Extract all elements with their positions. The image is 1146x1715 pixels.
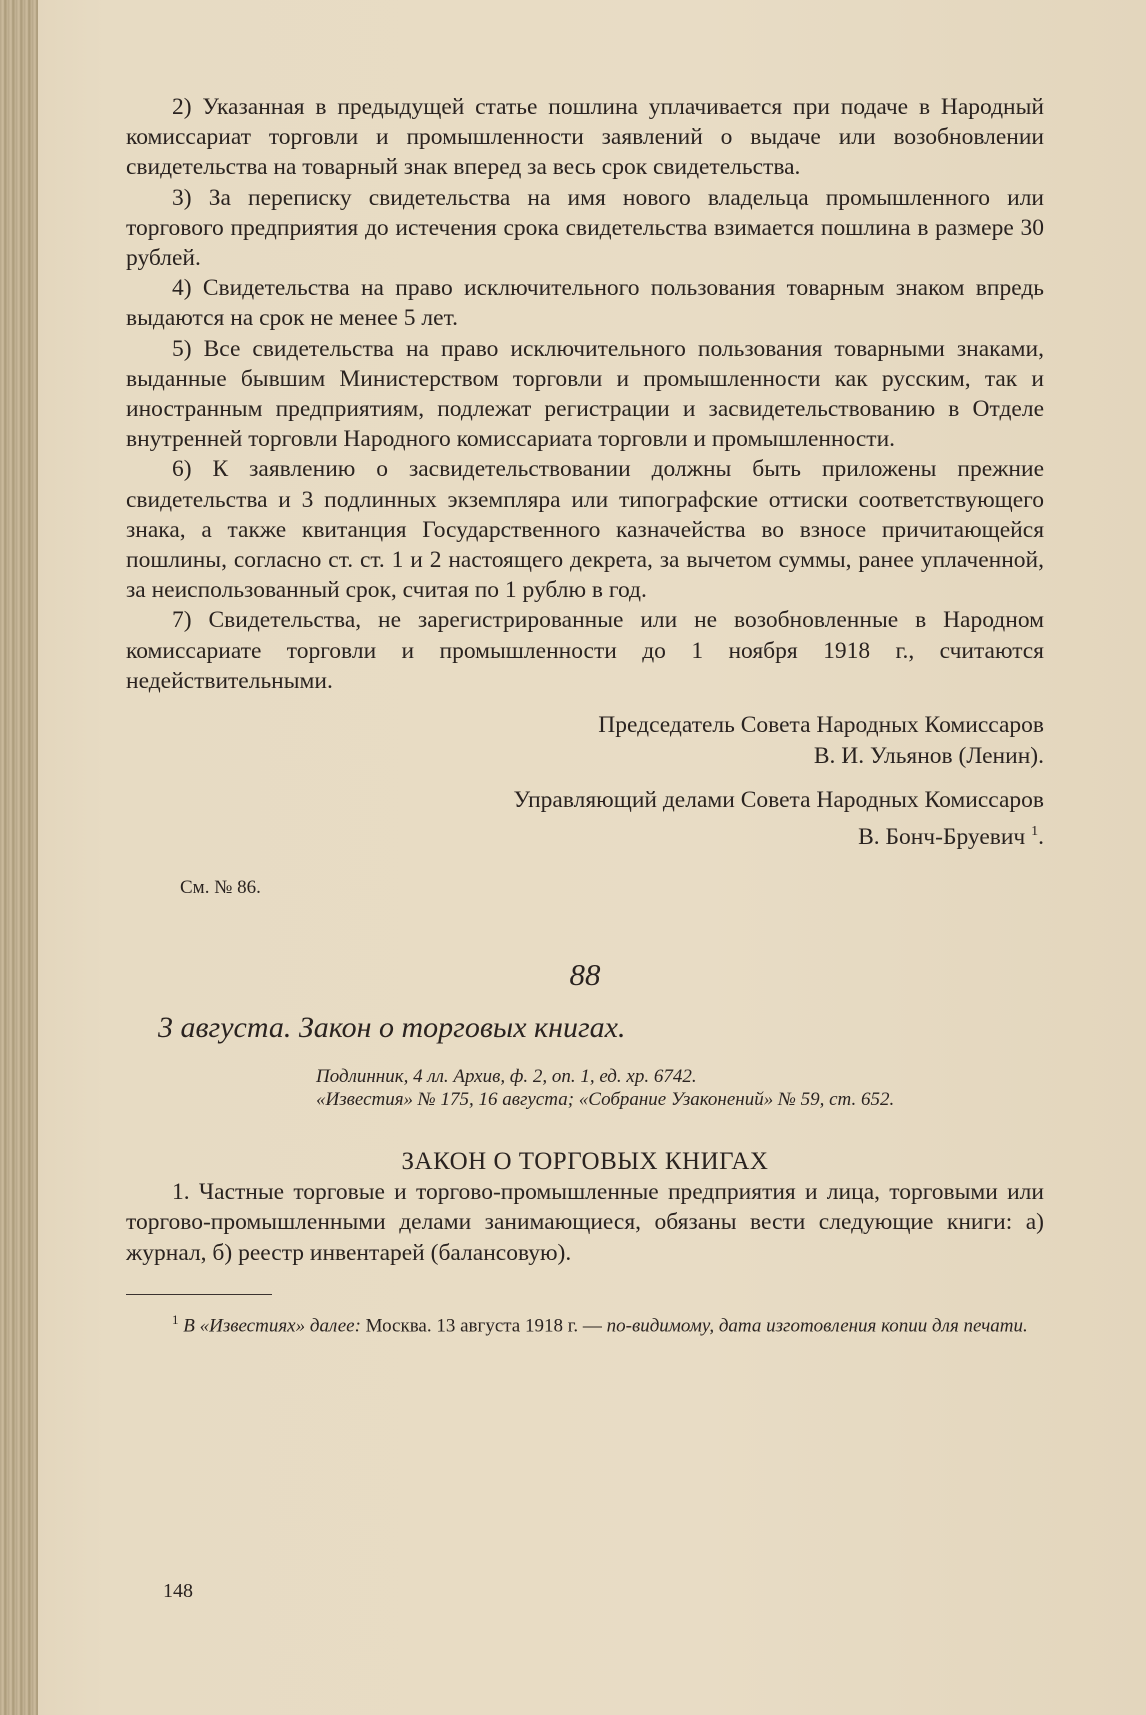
source-line-1: Подлинник, 4 лл. Архив, ф. 2, оп. 1, ед. хр. 6742. [316,1066,697,1088]
footnote-divider [126,1294,272,1295]
cross-reference: См. № 86. [180,876,261,898]
signature-block-manager [126,785,1044,853]
book-spine-edge [0,0,38,1715]
paragraph-3: 3) За переписку свидетельства на имя нового владельца промышленного или торгового предприятия до истечения срока свидетельства взимается пошлина в размере 30 рублей. [126,184,1044,272]
law-paragraph-1: 1. Частные торговые и торгово-промышленные предприятия и лица, торговыми или торгово-промышленными делами занимающиеся, обязаны вести следующие книги: а) журнал, б) реестр инвентарей (балансовую). [126,1179,1044,1266]
law-heading: ЗАКОН О ТОРГОВЫХ КНИГАХ [401,1148,769,1176]
paragraph-4: 4) Свидетельства на право исключительного пользования товарным знаком впредь выдаются на срок не менее 5 лет. [126,275,1044,332]
paragraph-7: 7) Свидетельства, не зарегистрированные или не возобновленные в Народном комиссариате торговли и промышленности до 1 ноября 1918 г., считаются недействительными. [126,607,1044,694]
signature-block-chair [126,710,1044,772]
paragraph-6: 6) К заявлению о засвидетельствовании должны быть приложены прежние свидетельства и 3 подлинных экземпляра или типографские оттиски соответствующего знака, а также квитанция Государственного казначейства во взносе причитающейся пошлины, согласно ст. ст. 1 и 2 настоящего декрета, за вычетом суммы, ранее уплаченной, за неиспользованный срок, считая по 1 рублю в год. [126,456,1044,604]
document-number: 88 [569,957,601,993]
paragraph-5: 5) Все свидетельства на право исключительного пользования товарными знаками, выданные бывшим Министерством торговли и промышленности как русским, так и иностранным предприятиям, подлежат регистрации и засвидетельствованию в Отделе внутренней торговли Народного комиссариата торговли и промышленности. [126,335,1044,453]
footnote: $^1$ В «Известиях» далее: Москва. 13 августа 1918 г. — по-видимому, дата изготовления копии для печати. [172,1311,1028,1337]
paragraph-2: 2) Указанная в предыдущей статье пошлина уплачивается при подаче в Народный комиссариат торговли и промышленности заявлений о выдаче или возобновлении свидетельства на товарный знак вперед за весь срок свидетельства. [126,94,1044,181]
page-number: 148 [163,1580,193,1602]
manager-title: Управляющий делами Совета Народных Комиссаров [513,787,1044,814]
footnote-marker: 1 [1031,824,1039,840]
source-line-2: «Известия» № 175, 16 августа; «Собрание Узаконений» № 59, ст. 652. [316,1089,895,1111]
document-title: 3 августа. Закон о торговых книгах. [158,1011,626,1045]
page-text [126,92,1044,1338]
document-source [266,1065,1044,1111]
chair-title: Председатель Совета Народных Комиссаров [598,712,1044,739]
manager-name-line: В. Бонч-Бруевич $^1$. [858,823,1044,850]
manager-name: В. Бонч-Бруевич [858,823,1026,850]
chair-name: В. И. Ульянов (Ленин). [813,743,1044,770]
